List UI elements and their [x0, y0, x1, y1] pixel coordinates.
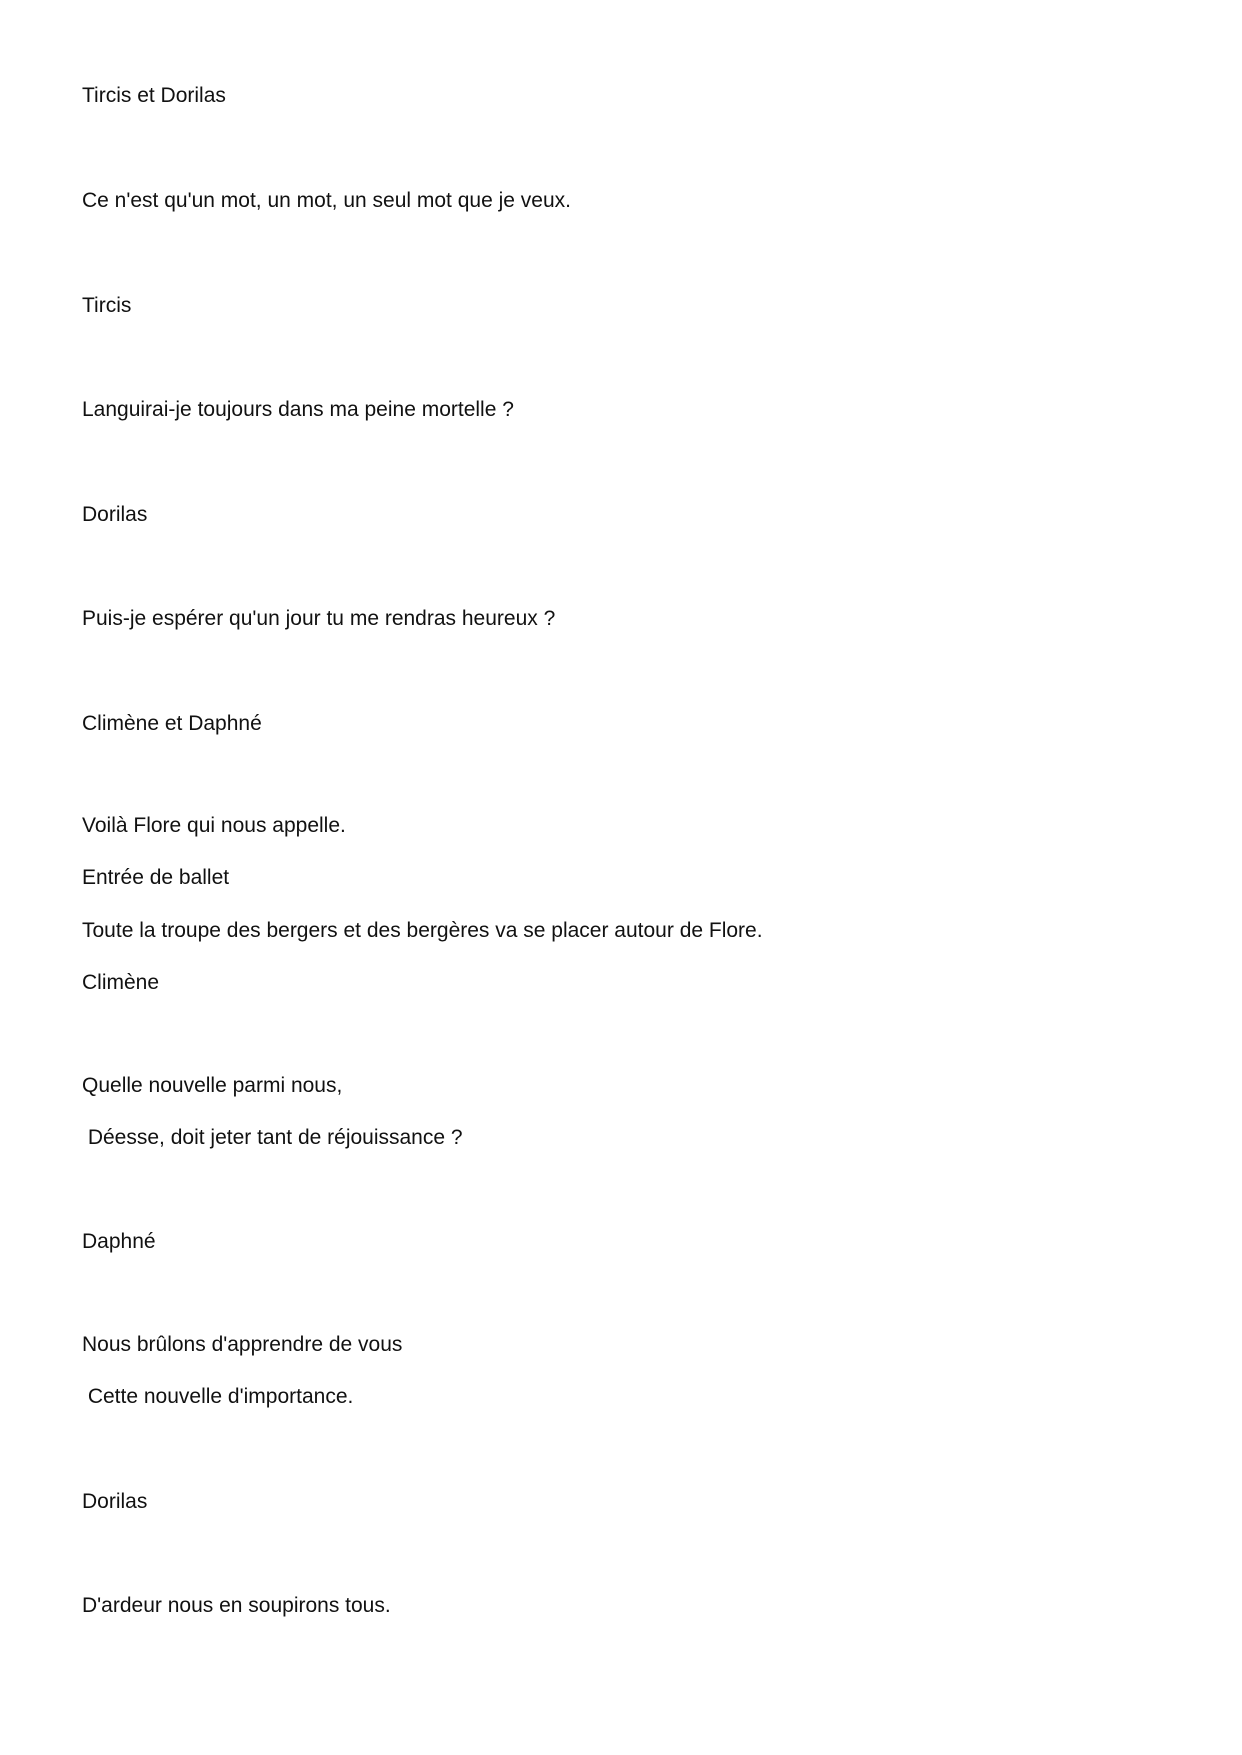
speaker-label: Tircis — [82, 294, 132, 317]
speaker-label: Dorilas — [82, 503, 148, 526]
verse-line: Puis-je espérer qu'un jour tu me rendras heureux ? — [82, 607, 556, 630]
speaker-label: Daphné — [82, 1230, 156, 1253]
verse-line: Languirai-je toujours dans ma peine mortelle ? — [82, 398, 514, 421]
verse-line: D'ardeur nous en soupirons tous. — [82, 1594, 391, 1617]
stage-direction: Entrée de ballet — [82, 866, 230, 889]
verse-line: Voilà Flore qui nous appelle. — [82, 814, 346, 837]
verse-line: Cette nouvelle d'importance. — [82, 1385, 354, 1408]
verse-line: Nous brûlons d'apprendre de vous — [82, 1333, 403, 1356]
speaker-label: Dorilas — [82, 1490, 148, 1513]
verse-line: Déesse, doit jeter tant de réjouissance ? — [82, 1126, 463, 1149]
speaker-label: Climène et Daphné — [82, 712, 262, 735]
stage-direction: Toute la troupe des bergers et des bergères va se placer autour de Flore. — [82, 919, 763, 942]
speaker-label: Climène — [82, 971, 160, 994]
verse-line: Ce n'est qu'un mot, un mot, un seul mot que je veux. — [82, 189, 571, 212]
speaker-label: Tircis et Dorilas — [82, 84, 226, 107]
verse-line: Quelle nouvelle parmi nous, — [82, 1074, 343, 1097]
